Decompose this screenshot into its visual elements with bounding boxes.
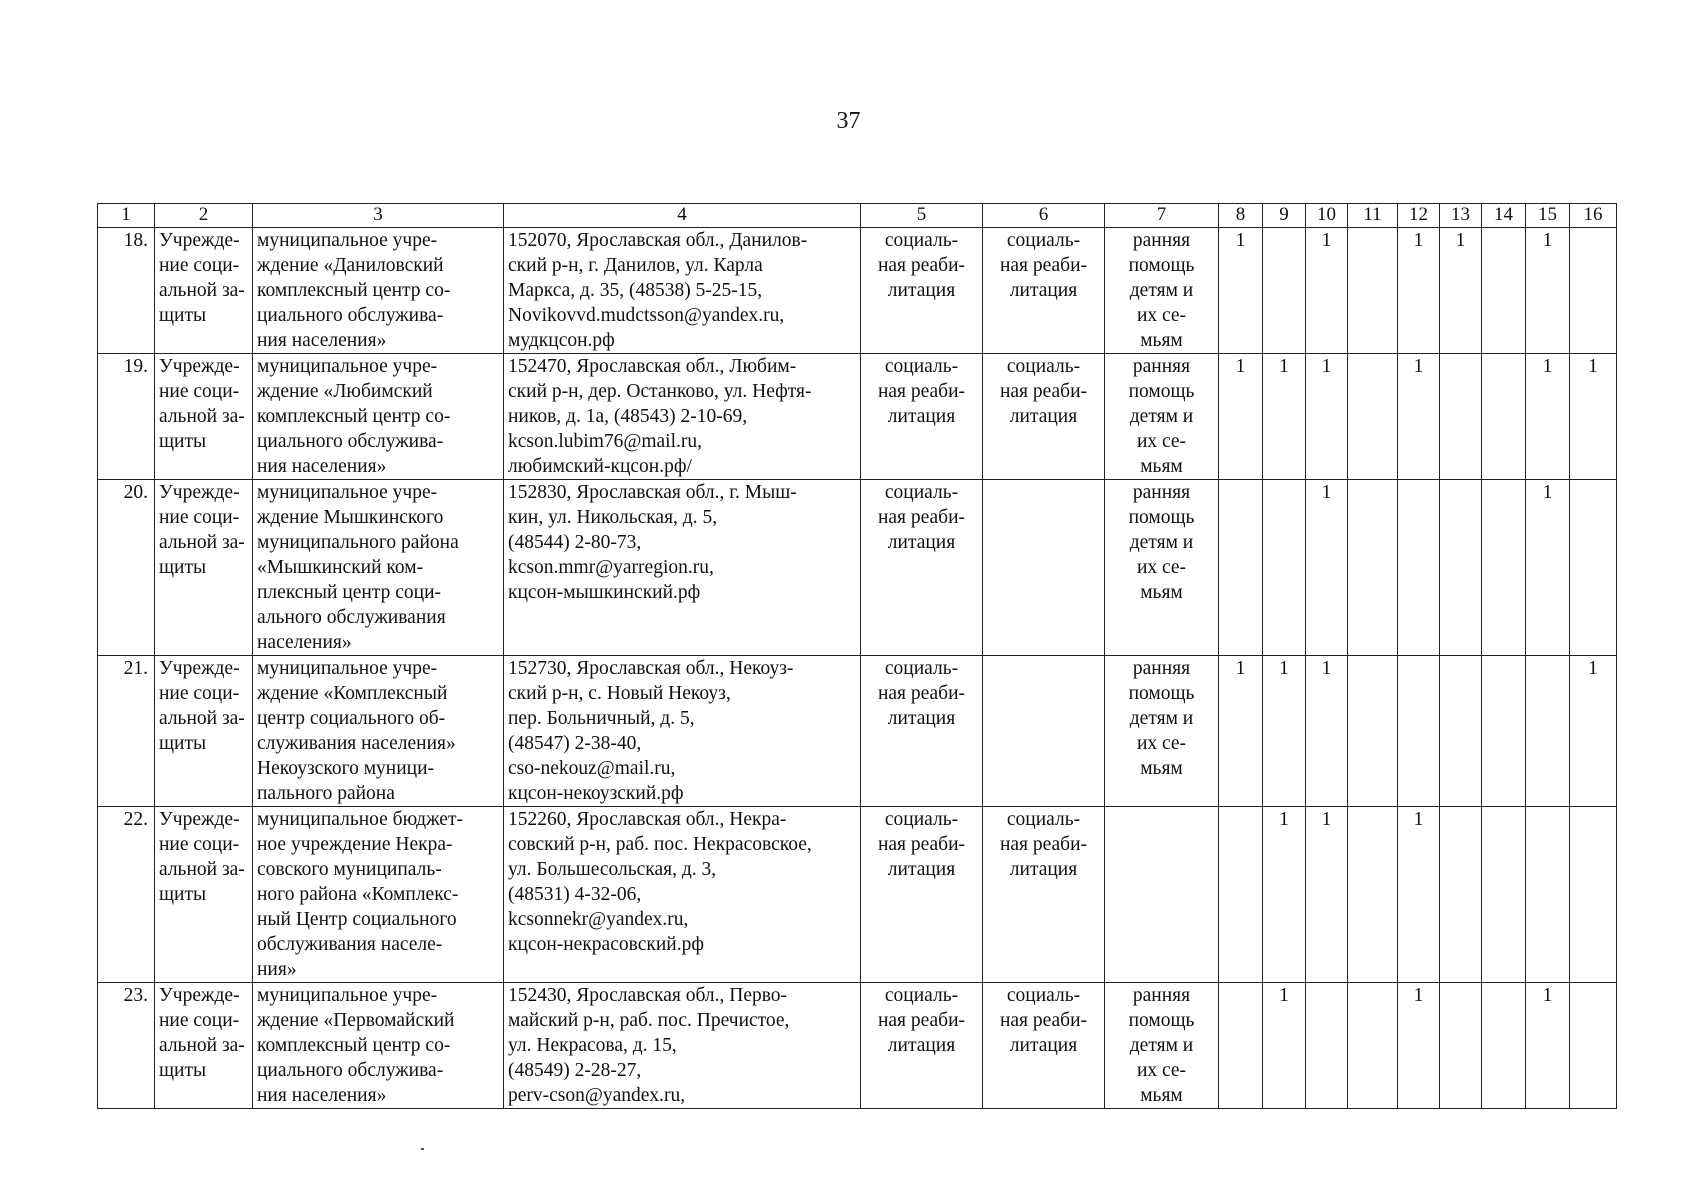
- institution-name-line: ждение Мышкинского: [257, 507, 444, 528]
- service-column-5-line: литация: [887, 1035, 956, 1056]
- institution-address-line: кцсон-некрасовский.рф: [508, 934, 704, 955]
- column-number-header: 3: [253, 204, 504, 228]
- institution-address-line: пер. Больничный, д. 5,: [508, 708, 695, 729]
- flag-cell: 1: [1440, 228, 1482, 354]
- flag-cell: 1: [1219, 354, 1263, 480]
- flag-cell: [1526, 656, 1570, 807]
- service-column-7-line: помощь: [1128, 1010, 1195, 1031]
- institution-type-line: альной за-: [159, 280, 245, 301]
- flag-cell: [1482, 354, 1526, 480]
- institution-name-line: ния населения»: [257, 330, 387, 351]
- row-number: 23.: [98, 983, 155, 1109]
- flag-cell: 1: [1263, 983, 1306, 1109]
- flag-cell: 1: [1398, 983, 1440, 1109]
- institution-address-line: кцсон-мышкинский.рф: [508, 582, 701, 603]
- service-column-5-line: ная реаби-: [877, 1010, 966, 1031]
- service-column-6-line: литация: [1009, 406, 1078, 427]
- institution-name-line: муниципальное учре-: [257, 482, 438, 503]
- institution-address-line: любимский-кцсон.рф/: [508, 456, 692, 477]
- institution-name-line: циального обслужива-: [257, 305, 444, 326]
- flag-cell: [1263, 480, 1306, 656]
- column-number-row: [98, 204, 1617, 228]
- institution-address: [504, 480, 861, 656]
- service-column-7-line: ранняя: [1132, 985, 1191, 1006]
- flag-cell: [1348, 354, 1398, 480]
- institution-address-line: (48544) 2-80-73,: [508, 532, 642, 553]
- flag-cell: [1570, 480, 1617, 656]
- institution-type-line: альной за-: [159, 532, 245, 553]
- flag-cell: 1: [1263, 354, 1306, 480]
- institution-type-line: щиты: [159, 305, 207, 326]
- flag-cell: [1348, 807, 1398, 983]
- service-column-5-line: литация: [887, 406, 956, 427]
- scan-speck: [421, 1148, 424, 1150]
- institution-address-line: кин, ул. Никольская, д. 5,: [508, 507, 718, 528]
- institution-name: [253, 807, 504, 983]
- column-number-header: 10: [1306, 204, 1348, 228]
- institution-type-line: ние соци-: [159, 834, 240, 855]
- institution-name-line: совского муниципаль-: [257, 859, 442, 880]
- institution-type: [155, 983, 253, 1109]
- service-column-6-line: литация: [1009, 859, 1078, 880]
- service-column-6: [983, 656, 1105, 807]
- institution-name-line: ждение «Даниловский: [257, 255, 444, 276]
- institution-address-line: Маркса, д. 35, (48538) 5-25-15,: [508, 280, 763, 301]
- row-number: 22.: [98, 807, 155, 983]
- institution-type-line: щиты: [159, 431, 207, 452]
- institution-type-line: щиты: [159, 884, 207, 905]
- institution-name-line: муниципальное учре-: [257, 985, 438, 1006]
- institution-name: [253, 656, 504, 807]
- flag-cell: [1440, 656, 1482, 807]
- service-column-6-line: литация: [1009, 1035, 1078, 1056]
- service-column-5-line: литация: [887, 859, 956, 880]
- flag-cell: [1482, 807, 1526, 983]
- institution-type-line: щиты: [159, 733, 207, 754]
- row-number: 21.: [98, 656, 155, 807]
- service-column-5-line: ная реаби-: [877, 834, 966, 855]
- institution-name-line: ния населения»: [257, 1085, 387, 1106]
- institution-name-line: Некоузского муници-: [257, 758, 435, 779]
- service-column-7-line: ранняя: [1132, 356, 1191, 377]
- service-column-7-line: их се-: [1136, 431, 1187, 452]
- page-number: 37: [836, 108, 861, 134]
- flag-cell: [1348, 656, 1398, 807]
- service-column-7-line: их се-: [1136, 305, 1187, 326]
- service-column-6-line: литация: [1009, 280, 1078, 301]
- column-number-header: 2: [155, 204, 253, 228]
- table-row: [98, 354, 1617, 480]
- flag-cell: 1: [1398, 807, 1440, 983]
- service-column-7-line: мьям: [1140, 1085, 1183, 1106]
- flag-cell: [1348, 228, 1398, 354]
- institution-name: [253, 354, 504, 480]
- service-column-7-line: помощь: [1128, 381, 1195, 402]
- institution-type-line: ние соци-: [159, 683, 240, 704]
- flag-cell: [1306, 983, 1348, 1109]
- institution-type-line: альной за-: [159, 406, 245, 427]
- institution-address-line: cso-nekouz@mail.ru,: [508, 758, 676, 779]
- row-number: 19.: [98, 354, 155, 480]
- flag-cell: [1398, 656, 1440, 807]
- institution-name-line: ное учреждение Некра-: [257, 834, 453, 855]
- table-row: [98, 983, 1617, 1109]
- institution-name-line: комплексный центр со-: [257, 280, 451, 301]
- flag-cell: [1570, 983, 1617, 1109]
- service-column-7-line: ранняя: [1132, 482, 1191, 503]
- institution-address-line: ский р-н, с. Новый Некоуз,: [508, 683, 731, 704]
- institution-address-line: 152470, Ярославская обл., Любим-: [508, 356, 797, 377]
- service-column-6: [983, 228, 1105, 354]
- service-column-7-line: их се-: [1136, 733, 1187, 754]
- institution-type-line: ние соци-: [159, 381, 240, 402]
- flag-cell: [1398, 480, 1440, 656]
- institution-address-line: kcson.lubim76@mail.ru,: [508, 431, 702, 452]
- service-column-6-line: социаль-: [1006, 985, 1081, 1006]
- service-column-6-line: ная реаби-: [999, 1010, 1088, 1031]
- table-row: [98, 807, 1617, 983]
- institution-name-line: ждение «Комплексный: [257, 683, 448, 704]
- column-number-header: 6: [983, 204, 1105, 228]
- service-column-6: [983, 480, 1105, 656]
- column-number-header: 12: [1398, 204, 1440, 228]
- institution-address-line: (48531) 4-32-06,: [508, 884, 642, 905]
- column-number-header: 15: [1526, 204, 1570, 228]
- service-column-5-line: ная реаби-: [877, 683, 966, 704]
- column-number-header: 11: [1348, 204, 1398, 228]
- service-column-5: [861, 656, 983, 807]
- service-column-7-line: мьям: [1140, 456, 1183, 477]
- service-column-5: [861, 983, 983, 1109]
- service-column-6: [983, 983, 1105, 1109]
- institution-address-line: (48549) 2-28-27,: [508, 1060, 642, 1081]
- institution-address-line: совский р-н, раб. пос. Некрасовское,: [508, 834, 812, 855]
- institution-type-line: щиты: [159, 1060, 207, 1081]
- service-column-5-line: литация: [887, 532, 956, 553]
- flag-cell: 1: [1219, 656, 1263, 807]
- service-column-5: [861, 480, 983, 656]
- institution-name-line: ального обслуживания: [257, 607, 446, 628]
- institution-type-line: ние соци-: [159, 1010, 240, 1031]
- service-column-6-line: ная реаби-: [999, 255, 1088, 276]
- institution-address-line: кцсон-некоузский.рф: [508, 783, 684, 804]
- service-column-7-line: мьям: [1140, 758, 1183, 779]
- institution-type: [155, 354, 253, 480]
- institution-name-line: населения»: [257, 632, 352, 653]
- service-column-6: [983, 354, 1105, 480]
- institution-type-line: Учрежде-: [159, 985, 240, 1006]
- institution-type-line: Учрежде-: [159, 809, 240, 830]
- flag-cell: 1: [1306, 807, 1348, 983]
- flag-cell: [1440, 983, 1482, 1109]
- institution-name-line: пального района: [257, 783, 395, 804]
- institution-address: [504, 354, 861, 480]
- service-column-7: [1105, 228, 1219, 354]
- institution-name-line: муниципальное учре-: [257, 658, 438, 679]
- service-column-5-line: социаль-: [884, 482, 959, 503]
- institution-type-line: альной за-: [159, 708, 245, 729]
- service-column-6-line: ная реаби-: [999, 834, 1088, 855]
- institution-type-line: альной за-: [159, 859, 245, 880]
- service-column-5: [861, 354, 983, 480]
- institution-address-line: ул. Большесольская, д. 3,: [508, 859, 717, 880]
- institution-address-line: ский р-н, дер. Останково, ул. Нефтя-: [508, 381, 812, 402]
- table-body: [98, 204, 1617, 1109]
- service-column-7: [1105, 480, 1219, 656]
- service-column-7-line: детям и: [1129, 708, 1194, 729]
- flag-cell: 1: [1263, 656, 1306, 807]
- service-column-5-line: социаль-: [884, 985, 959, 1006]
- institution-name-line: плексный центр соци-: [257, 582, 441, 603]
- institution-address-line: мудкцсон.рф: [508, 330, 615, 351]
- column-number-header: 8: [1219, 204, 1263, 228]
- column-number-header: 7: [1105, 204, 1219, 228]
- institution-name-line: ния населения»: [257, 456, 387, 477]
- service-column-5-line: ная реаби-: [877, 255, 966, 276]
- institution-name-line: обслуживания населе-: [257, 934, 443, 955]
- institution-address-line: 152070, Ярославская обл., Данилов-: [508, 230, 808, 251]
- institution-name-line: ния»: [257, 959, 297, 980]
- institution-type-line: щиты: [159, 557, 207, 578]
- service-column-5: [861, 807, 983, 983]
- institution-type-line: Учрежде-: [159, 356, 240, 377]
- flag-cell: [1482, 656, 1526, 807]
- flag-cell: [1440, 807, 1482, 983]
- column-number-header: 13: [1440, 204, 1482, 228]
- institution-name-line: ждение «Любимский: [257, 381, 433, 402]
- service-column-5-line: ная реаби-: [877, 507, 966, 528]
- service-column-6-line: социаль-: [1006, 230, 1081, 251]
- service-column-5-line: литация: [887, 708, 956, 729]
- service-column-6-line: социаль-: [1006, 809, 1081, 830]
- column-number-header: 14: [1482, 204, 1526, 228]
- institution-name-line: муниципального района: [257, 532, 459, 553]
- column-number-header: 9: [1263, 204, 1306, 228]
- institution-address: [504, 807, 861, 983]
- institution-type-line: ние соци-: [159, 507, 240, 528]
- institution-name-line: ный Центр социального: [257, 909, 457, 930]
- flag-cell: 1: [1526, 228, 1570, 354]
- flag-cell: 1: [1570, 354, 1617, 480]
- flag-cell: [1570, 807, 1617, 983]
- institution-type: [155, 656, 253, 807]
- flag-cell: 1: [1526, 354, 1570, 480]
- service-column-7-line: детям и: [1129, 280, 1194, 301]
- institution-address-line: Novikovvd.mudctsson@yandex.ru,: [508, 305, 785, 326]
- flag-cell: [1219, 807, 1263, 983]
- institution-address-line: (48547) 2-38-40,: [508, 733, 642, 754]
- institution-address: [504, 228, 861, 354]
- flag-cell: [1482, 228, 1526, 354]
- service-column-7-line: ранняя: [1132, 658, 1191, 679]
- institution-type-line: Учрежде-: [159, 482, 240, 503]
- institution-name-line: ждение «Первомайский: [257, 1010, 455, 1031]
- institution-address-line: perv-cson@yandex.ru,: [508, 1085, 686, 1106]
- service-column-5-line: ная реаби-: [877, 381, 966, 402]
- service-column-5-line: социаль-: [884, 809, 959, 830]
- service-column-7-line: их се-: [1136, 1060, 1187, 1081]
- flag-cell: 1: [1526, 480, 1570, 656]
- institution-address-line: 152830, Ярославская обл., г. Мыш-: [508, 482, 797, 503]
- column-number-header: 4: [504, 204, 861, 228]
- institution-address-line: 152730, Ярославская обл., Некоуз-: [508, 658, 794, 679]
- flag-cell: 1: [1219, 228, 1263, 354]
- table-row: [98, 656, 1617, 807]
- row-number: 18.: [98, 228, 155, 354]
- service-column-7-line: помощь: [1128, 683, 1195, 704]
- service-column-7-line: детям и: [1129, 1035, 1194, 1056]
- service-column-7-line: ранняя: [1132, 230, 1191, 251]
- flag-cell: [1219, 480, 1263, 656]
- institution-address-line: kcsonnekr@yandex.ru,: [508, 909, 689, 930]
- service-column-6: [983, 807, 1105, 983]
- table-row: [98, 228, 1617, 354]
- institution-type-line: альной за-: [159, 1035, 245, 1056]
- institution-name-line: муниципальное учре-: [257, 230, 438, 251]
- institution-name-line: служивания населения»: [257, 733, 456, 754]
- flag-cell: 1: [1306, 228, 1348, 354]
- flag-cell: 1: [1398, 228, 1440, 354]
- institution-address-line: ский р-н, г. Данилов, ул. Карла: [508, 255, 763, 276]
- institution-address-line: 152260, Ярославская обл., Некра-: [508, 809, 787, 830]
- institution-address-line: майский р-н, раб. пос. Пречистое,: [508, 1010, 790, 1031]
- service-column-7-line: детям и: [1129, 532, 1194, 553]
- service-column-7-line: их се-: [1136, 557, 1187, 578]
- service-column-7-line: помощь: [1128, 255, 1195, 276]
- institution-type: [155, 480, 253, 656]
- service-column-7: [1105, 807, 1219, 983]
- service-column-7-line: детям и: [1129, 406, 1194, 427]
- service-column-5-line: литация: [887, 280, 956, 301]
- service-column-7: [1105, 354, 1219, 480]
- flag-cell: 1: [1398, 354, 1440, 480]
- institution-type-line: ние соци-: [159, 255, 240, 276]
- service-column-7-line: мьям: [1140, 582, 1183, 603]
- service-column-6-line: ная реаби-: [999, 381, 1088, 402]
- table-row: [98, 480, 1617, 656]
- institution-name-line: комплексный центр со-: [257, 1035, 451, 1056]
- service-column-5: [861, 228, 983, 354]
- institution-name-line: муниципальное учре-: [257, 356, 438, 377]
- flag-cell: [1219, 983, 1263, 1109]
- service-column-5-line: социаль-: [884, 658, 959, 679]
- flag-cell: 1: [1570, 656, 1617, 807]
- flag-cell: [1440, 480, 1482, 656]
- flag-cell: 1: [1306, 656, 1348, 807]
- flag-cell: [1348, 983, 1398, 1109]
- service-column-5-line: социаль-: [884, 356, 959, 377]
- service-column-7: [1105, 983, 1219, 1109]
- institution-name: [253, 228, 504, 354]
- flag-cell: [1263, 228, 1306, 354]
- institution-address: [504, 983, 861, 1109]
- institution-address-line: ул. Некрасова, д. 15,: [508, 1035, 677, 1056]
- flag-cell: [1482, 480, 1526, 656]
- institution-type: [155, 807, 253, 983]
- service-column-7: [1105, 656, 1219, 807]
- institution-address-line: 152430, Ярославская обл., Перво-: [508, 985, 788, 1006]
- institution-name: [253, 480, 504, 656]
- column-number-header: 1: [98, 204, 155, 228]
- institution-name: [253, 983, 504, 1109]
- institution-address-line: ников, д. 1а, (48543) 2-10-69,: [508, 406, 748, 427]
- institution-name-line: ного района «Комплекс-: [257, 884, 459, 905]
- flag-cell: [1570, 228, 1617, 354]
- institution-name-line: циального обслужива-: [257, 1060, 444, 1081]
- flag-cell: [1526, 807, 1570, 983]
- institution-name-line: муниципальное бюджет-: [257, 809, 463, 830]
- institution-name-line: центр социального об-: [257, 708, 446, 729]
- institution-type-line: Учрежде-: [159, 230, 240, 251]
- institution-type-line: Учрежде-: [159, 658, 240, 679]
- flag-cell: 1: [1306, 480, 1348, 656]
- flag-cell: [1348, 480, 1398, 656]
- service-column-6-line: социаль-: [1006, 356, 1081, 377]
- service-column-5-line: социаль-: [884, 230, 959, 251]
- service-column-7-line: мьям: [1140, 330, 1183, 351]
- row-number: 20.: [98, 480, 155, 656]
- flag-cell: 1: [1263, 807, 1306, 983]
- institution-address: [504, 656, 861, 807]
- institution-type: [155, 228, 253, 354]
- flag-cell: 1: [1306, 354, 1348, 480]
- flag-cell: [1440, 354, 1482, 480]
- institutions-table: [97, 203, 1617, 1109]
- column-number-header: 5: [861, 204, 983, 228]
- institution-name-line: комплексный центр со-: [257, 406, 451, 427]
- flag-cell: [1482, 983, 1526, 1109]
- institution-name-line: циального обслужива-: [257, 431, 444, 452]
- institution-name-line: «Мышкинский ком-: [257, 557, 424, 578]
- institution-address-line: kcson.mmr@yarregion.ru,: [508, 557, 714, 578]
- column-number-header: 16: [1570, 204, 1617, 228]
- flag-cell: 1: [1526, 983, 1570, 1109]
- service-column-7-line: помощь: [1128, 507, 1195, 528]
